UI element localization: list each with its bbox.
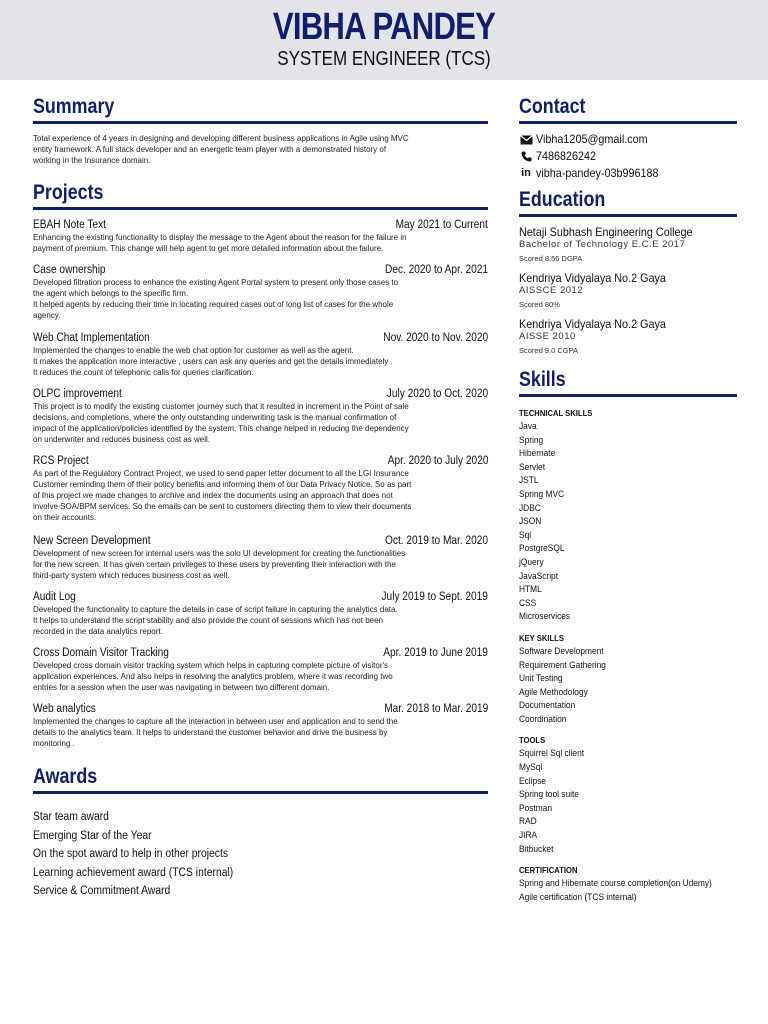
contact-divider bbox=[519, 121, 737, 124]
project-description-line: on their accounts. bbox=[33, 513, 97, 522]
awards-heading: Awards bbox=[33, 765, 98, 788]
phone-text: 7486826242 bbox=[536, 149, 597, 163]
project-description-line: agency. bbox=[33, 311, 61, 320]
skill-group bbox=[519, 407, 737, 632]
awards-list bbox=[33, 808, 488, 901]
skill-item: Bitbucket bbox=[519, 843, 554, 855]
project-date: Dec. 2020 to Apr. 2021 bbox=[385, 264, 488, 276]
skill-item: Spring bbox=[519, 434, 544, 446]
project-date: July 2020 to Oct. 2020 bbox=[386, 388, 488, 400]
skill-item: Postman bbox=[519, 802, 552, 814]
edu-school: Kendriya Vidyalaya No.2 Gaya bbox=[519, 317, 666, 331]
skill-item: Requirement Gathering bbox=[519, 659, 606, 671]
project-item bbox=[33, 702, 488, 749]
project-description-line: on underwriter and reduces business cost as well. bbox=[33, 435, 210, 444]
project-title: Cross Domain Visitor Tracking bbox=[33, 647, 169, 659]
project-header bbox=[33, 702, 488, 716]
project-description-line: recorded in the data analytics report. bbox=[33, 627, 163, 636]
skill-item: PostgreSQL bbox=[519, 543, 565, 555]
project-date: Apr. 2019 to June 2019 bbox=[383, 647, 488, 659]
projects-divider bbox=[33, 207, 488, 210]
project-description-line: Customer reminding them of their policy benefits and informing them of our Data Privacy Notice. So as part bbox=[33, 480, 412, 489]
project-description-line: It helps to understand the script stability and also provide the count of sessions which has not been bbox=[33, 616, 383, 625]
project-description-line: for the new screen. It has given certain privileges to these users by preventing their interaction with the bbox=[33, 560, 396, 569]
skill-item: Agile certification (TCS internal) bbox=[519, 891, 637, 903]
skill-item: jQuery bbox=[519, 556, 544, 568]
header-band bbox=[0, 0, 768, 80]
project-description-line: the agent which belongs to the specific firm. bbox=[33, 289, 189, 298]
edu-score: Scored 80% bbox=[519, 300, 560, 309]
project-header bbox=[33, 387, 488, 401]
skills-groups bbox=[519, 407, 737, 904]
right-column bbox=[519, 94, 737, 903]
candidate-name: VIBHA PANDEY bbox=[272, 6, 496, 48]
skill-group bbox=[519, 632, 737, 735]
project-item bbox=[33, 387, 488, 445]
skill-item: Agile Methodology bbox=[519, 686, 588, 698]
project-description-line: application experiences. And also helps in resolving the analytics problem, where it was recording two bbox=[33, 672, 393, 681]
project-description-line: impact of the application/policies identified by the system. This change helped in reducing the dependency bbox=[33, 424, 409, 433]
award-item: Emerging Star of the Year bbox=[33, 829, 152, 842]
skill-item: Eclipse bbox=[519, 775, 546, 787]
summary-line: entity framework. A full stack developer and an energetic team player with a demonstrated history of bbox=[33, 145, 387, 154]
project-description-line: monitoring . bbox=[33, 739, 75, 748]
skill-item: JavaScript bbox=[519, 570, 559, 582]
project-header bbox=[33, 646, 488, 660]
project-title: Web Chat Implementation bbox=[33, 332, 150, 344]
education-heading: Education bbox=[519, 188, 606, 211]
project-title: EBAH Note Text bbox=[33, 219, 106, 231]
skill-item: Documentation bbox=[519, 700, 576, 712]
skill-item: Spring and Hibernate course completion(on Udemy) bbox=[519, 878, 712, 890]
edu-score: Scored 8.56 DGPA bbox=[519, 254, 583, 263]
skill-item: Microservices bbox=[519, 611, 571, 623]
summary-text bbox=[33, 133, 488, 166]
project-description-line: As part of the Regulatory Contract Project, we used to send paper letter document to all the LGI Insurance bbox=[33, 469, 409, 478]
contact-phone[interactable] bbox=[519, 148, 737, 165]
project-title: Web analytics bbox=[33, 703, 96, 715]
project-description-line: details to the analytics team. It helps to understand the customer behavior and drive the business by bbox=[33, 728, 388, 737]
projects-section bbox=[33, 180, 488, 210]
project-description-line: third-party system which reduces business cost as well. bbox=[33, 571, 230, 580]
project-item bbox=[33, 263, 488, 321]
linkedin-text: vibha-pandey-03b996188 bbox=[536, 166, 659, 180]
award-item: On the spot award to help in other projects bbox=[33, 848, 229, 860]
skill-item: RAD bbox=[519, 816, 537, 828]
edu-score: Scored 9.0 CGPA bbox=[519, 346, 579, 355]
summary-line: working in the Insurance domain. bbox=[33, 156, 151, 165]
project-description-line: This project is to modify the existing customer journey such that it resulted in increment in the Point of sale bbox=[33, 402, 409, 411]
contact-heading: Contact bbox=[519, 95, 586, 118]
project-description-line: Implemented the changes to capture all the interaction in between user and application and to send the bbox=[33, 717, 398, 726]
edu-degree: AISSCE 2012 bbox=[519, 285, 584, 296]
project-date: Nov. 2020 to Nov. 2020 bbox=[383, 332, 488, 344]
skill-item: HTML bbox=[519, 584, 542, 596]
project-title: New Screen Development bbox=[33, 535, 151, 547]
project-description-line: of this project we made changes to archive and index the documents using an approach that does not bbox=[33, 491, 393, 500]
project-description-line: Enhancing the existing functionality to display the message to the Agent about the reason for the failure in bbox=[33, 233, 407, 242]
skill-item: Hibernate bbox=[519, 448, 556, 460]
award-item: Service & Commitment Award bbox=[33, 885, 171, 897]
project-item bbox=[33, 590, 488, 637]
project-description-line: Developed the functionality to capture the details in case of script failure in capturing the analytics data. bbox=[33, 605, 398, 614]
project-item bbox=[33, 646, 488, 693]
skill-item: Software Development bbox=[519, 645, 604, 657]
skill-item: Squirrel Sql client bbox=[519, 748, 585, 760]
skills-section bbox=[519, 367, 737, 904]
awards-divider bbox=[33, 791, 488, 794]
project-title: OLPC improvement bbox=[33, 388, 122, 400]
summary-heading: Summary bbox=[33, 95, 115, 118]
project-description-line: It helped agents by reducing their time in locating required cases out of long list of cases for the whole bbox=[33, 300, 394, 309]
project-date: Apr. 2020 to July 2020 bbox=[387, 455, 488, 467]
project-description-line: payment of premium. This change will help agent to get more detailed information about the failure. bbox=[33, 244, 384, 253]
project-description-line: It reduces the count of telephonic calls for queries clarification. bbox=[33, 368, 254, 377]
project-description-line: Developed filtration process to enhance the existing Agent Portal system to present only those cases to bbox=[33, 278, 399, 287]
edu-school: Kendriya Vidyalaya No.2 Gaya bbox=[519, 271, 666, 285]
project-header bbox=[33, 263, 488, 277]
skill-item: JSTL bbox=[519, 475, 539, 487]
skill-item: JSON bbox=[519, 516, 542, 528]
projects-heading: Projects bbox=[33, 181, 104, 204]
education-item bbox=[519, 317, 737, 357]
skill-item: Sql bbox=[519, 529, 532, 541]
award-item: Learning achievement award (TCS internal) bbox=[33, 866, 234, 879]
project-title: RCS Project bbox=[33, 455, 89, 467]
summary-section bbox=[33, 94, 488, 166]
edu-degree: Bachelor of Technology E.C.E 2017 bbox=[519, 239, 686, 250]
project-item bbox=[33, 534, 488, 581]
education-divider bbox=[519, 214, 737, 217]
education-item bbox=[519, 271, 737, 317]
project-title: Audit Log bbox=[33, 591, 76, 603]
project-description-line: It makes the application more interactive , users can ask any queries and get the details immediately . bbox=[33, 357, 393, 366]
project-date: July 2019 to Sept. 2019 bbox=[381, 591, 488, 603]
edu-degree: AISSE 2010 bbox=[519, 331, 576, 342]
contact-linkedin[interactable] bbox=[519, 165, 737, 182]
project-header bbox=[33, 218, 488, 232]
skill-group bbox=[519, 734, 737, 864]
awards-section bbox=[33, 764, 488, 901]
left-column bbox=[33, 94, 488, 897]
linkedin-icon: in bbox=[521, 167, 531, 179]
project-item bbox=[33, 218, 488, 254]
project-description-line: Development of new screen for internal users was the solo UI development for creating the functionalities bbox=[33, 549, 406, 558]
skill-item: Unit Testing bbox=[519, 673, 563, 685]
project-item bbox=[33, 454, 488, 523]
candidate-role: SYSTEM ENGINEER (TCS) bbox=[277, 48, 491, 70]
project-description-line: involve SOA/BPM services. So the emails can be sent to customers directing them to view their documents bbox=[33, 502, 412, 511]
project-description-line: entries for a session when the user was navigating in between two different domain. bbox=[33, 683, 330, 692]
skill-item: MySql bbox=[519, 762, 543, 774]
skill-item: JIRA bbox=[519, 830, 538, 842]
envelope-icon bbox=[519, 134, 533, 146]
skill-item: Spring tool suite bbox=[519, 789, 579, 801]
project-description-line: Implemented the changes to enable the web chat option for customer as well as the agent. bbox=[33, 346, 354, 355]
project-date: Mar. 2018 to Mar. 2019 bbox=[383, 703, 488, 715]
project-item bbox=[33, 331, 488, 378]
summary-line: Total experience of 4 years in designing and developing different business applications in Agile using MVC bbox=[33, 134, 409, 143]
project-header bbox=[33, 590, 488, 604]
project-header bbox=[33, 534, 488, 548]
contact-email[interactable] bbox=[519, 131, 737, 148]
skill-item: CSS bbox=[519, 597, 537, 609]
edu-school: Netaji Subhash Engineering College bbox=[519, 225, 693, 239]
project-header bbox=[33, 331, 488, 345]
education-section bbox=[519, 187, 737, 357]
education-item bbox=[519, 225, 737, 271]
email-text: Vibha1205@gmail.com bbox=[536, 132, 648, 146]
award-item: Star team award bbox=[33, 811, 109, 823]
skill-group-heading: KEY SKILLS bbox=[519, 632, 564, 643]
skill-item: Java bbox=[519, 421, 537, 432]
project-date: Oct. 2019 to Mar. 2020 bbox=[385, 535, 488, 547]
skill-item: JDBC bbox=[519, 502, 541, 514]
contact-section bbox=[519, 94, 737, 182]
project-header bbox=[33, 454, 488, 468]
skill-group-heading: TECHNICAL SKILLS bbox=[519, 408, 593, 418]
phone-icon bbox=[519, 151, 533, 163]
skill-group-heading: CERTIFICATION bbox=[519, 865, 578, 876]
skill-group bbox=[519, 864, 737, 904]
skill-item: Spring MVC bbox=[519, 488, 565, 500]
skill-item: Servlet bbox=[519, 461, 546, 473]
project-description-line: Developed cross domain visitor tracking system which helps in capturing complete picture of visitor's bbox=[33, 661, 389, 670]
summary-divider bbox=[33, 121, 488, 124]
project-title: Case ownership bbox=[33, 264, 106, 276]
skill-group-heading: TOOLS bbox=[519, 735, 546, 746]
project-date: May 2021 to Current bbox=[395, 219, 488, 231]
skill-item: Coordination bbox=[519, 713, 567, 725]
skills-heading: Skills bbox=[519, 368, 566, 391]
project-description-line: decisions, and completions, where the only outstanding underwriting task is the manual confirmation of bbox=[33, 413, 397, 422]
skills-divider bbox=[519, 394, 737, 397]
